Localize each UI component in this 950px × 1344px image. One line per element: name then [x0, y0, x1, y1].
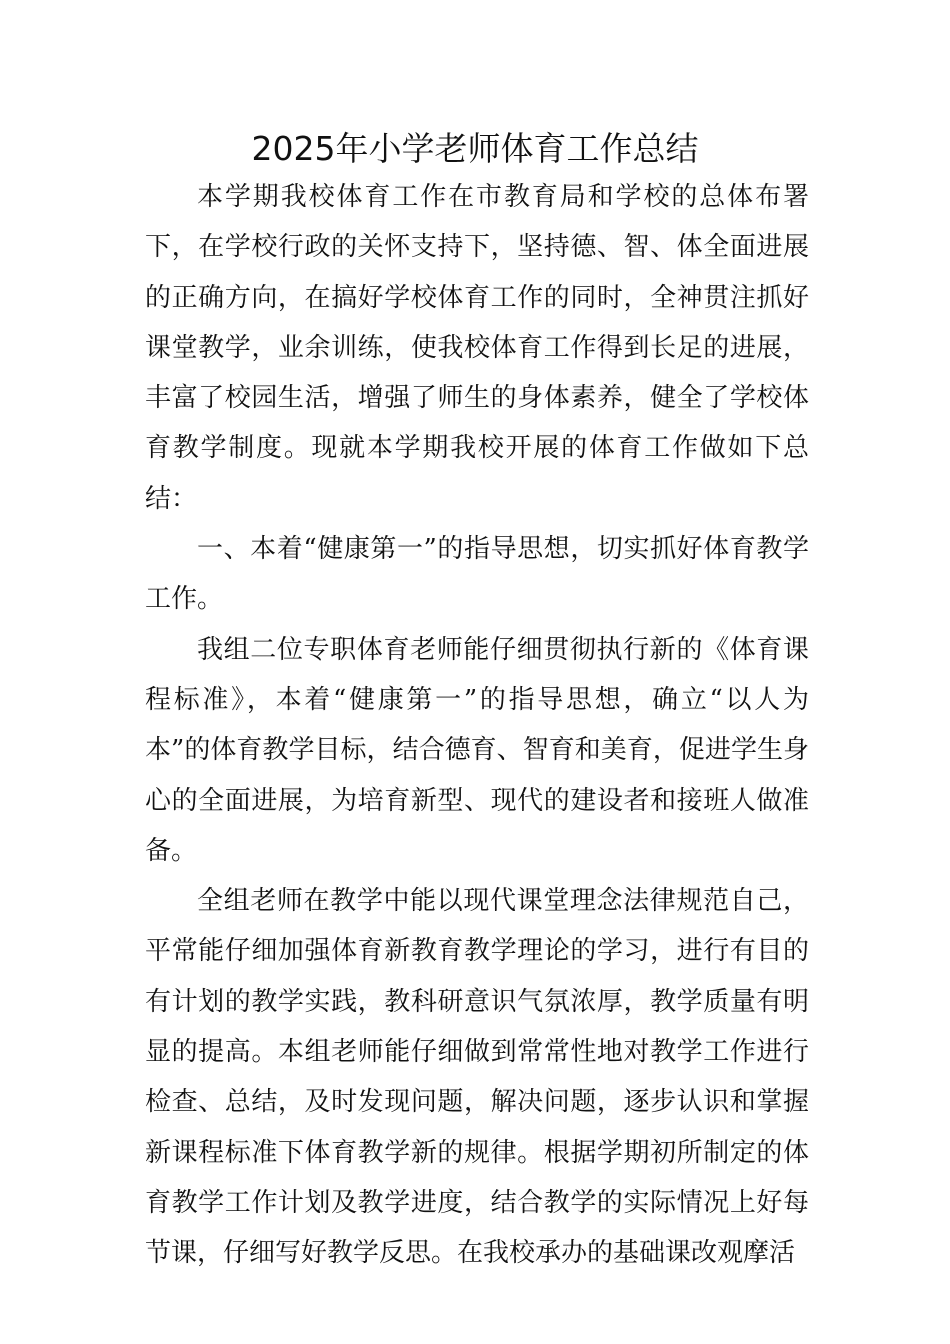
paragraph-teaching: 全组老师在教学中能以现代课堂理念法律规范自己，平常能仔细加强体育新教育教学理论的学习，进行有目的有计划的教学实践，教科研意识气氛浓厚，教学质量有明显的提高。本组老师能仔细做到常常性地对教学工作进行检查、总结，及时发现问题，解决问题，逐步认识和掌握新课程标准下体育教学新的规律。根据学期初所制定的体育教学工作计划及教学进度，结合教学的实际情况上好每节课，仔细写好教学反思。在我校承办的基础课改观摩活: [145, 886, 809, 1269]
document-body: [145, 172, 809, 1279]
paragraph-curriculum: 我组二位专职体育老师能仔细贯彻执行新的《体育课程标准》，本着“健康第一”的指导思想，确立“以人为本”的体育教学目标，结合德育、智育和美育，促进学生身心的全面进展，为培育新型、现代的建设者和接班人做准备。: [145, 634, 809, 866]
paragraph-section-heading: 一、本着“健康第一”的指导思想，切实抓好体育教学工作。: [145, 534, 809, 615]
paragraph-intro: 本学期我校体育工作在市教育局和学校的总体布署下，在学校行政的关怀支持下，坚持德、智、体全面进展的正确方向，在搞好学校体育工作的同时，全神贯注抓好课堂教学，业余训练，使我校体育工作得到长足的进展，丰富了校园生活，增强了师生的身体素养，健全了学校体育教学制度。现就本学期我校开展的体育工作做如下总结：: [145, 182, 809, 514]
document-title: 2025年小学老师体育工作总结: [251, 129, 699, 168]
